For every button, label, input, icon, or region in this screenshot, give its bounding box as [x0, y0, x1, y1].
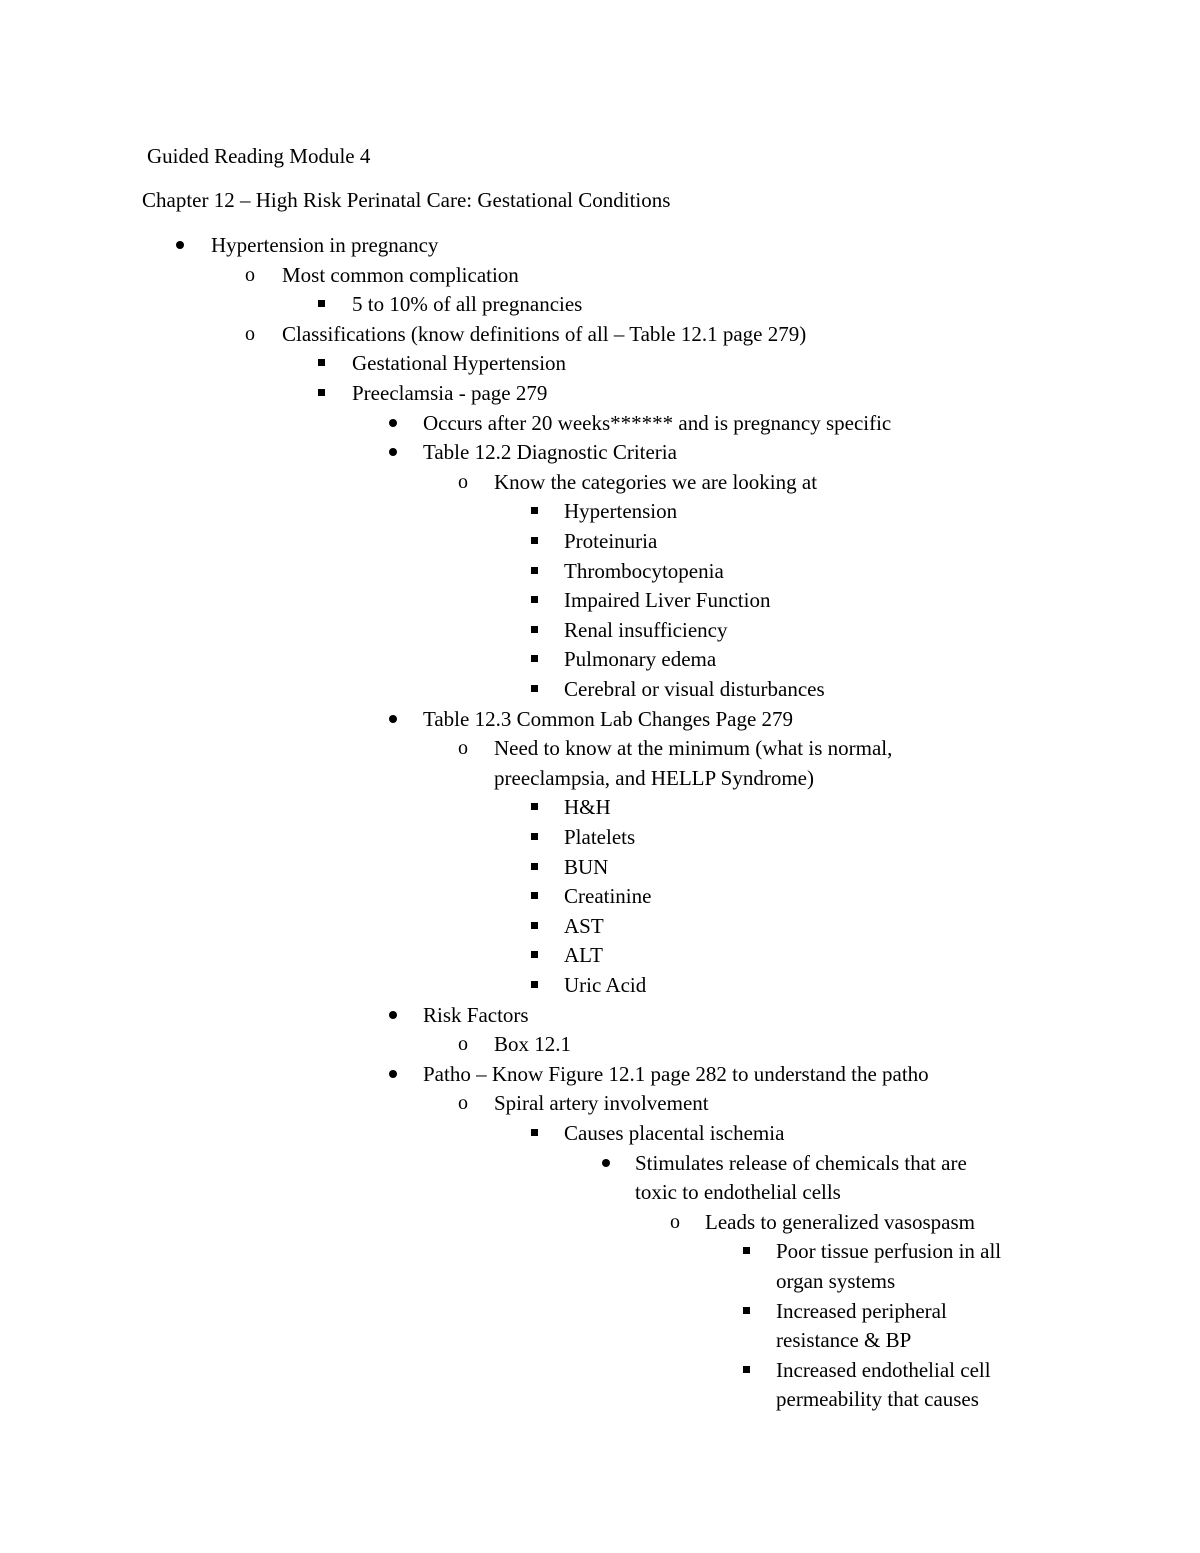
outline-item-text: Platelets [564, 825, 636, 849]
outline-item-text: organ systems [776, 1269, 896, 1293]
outline-item-text: Cerebral or visual disturbances [564, 677, 825, 701]
outline-item-text: Need to know at the minimum (what is normal, [494, 736, 893, 760]
outline-item-text: Patho – Know Figure 12.1 page 282 to understand the patho [423, 1062, 929, 1086]
outline-item-text: permeability that causes [776, 1387, 979, 1411]
outline-item-text: Gestational Hypertension [352, 351, 567, 375]
outline-item-text: Preeclamsia - page 279 [352, 381, 548, 405]
outline-item-text: Hypertension [564, 499, 678, 523]
outline-item-text: Leads to generalized vasospasm [705, 1210, 975, 1234]
outline-item-text: Creatinine [564, 884, 652, 908]
outline-item-text: Renal insufficiency [564, 618, 728, 642]
outline-item-text: Causes placental ischemia [564, 1121, 785, 1145]
outline-item-text: Increased peripheral [776, 1299, 947, 1323]
outline-item-text: Occurs after 20 weeks****** and is pregnancy specific [423, 411, 892, 435]
outline-item-text: Table 12.3 Common Lab Changes Page 279 [423, 707, 794, 731]
outline-item-text: BUN [564, 855, 609, 879]
chapter-title: Chapter 12 – High Risk Perinatal Care: Gestational Conditions [142, 188, 671, 212]
outline-item-text: Hypertension in pregnancy [211, 233, 439, 257]
outline-item-text: Thrombocytopenia [564, 559, 724, 583]
document-title: Guided Reading Module 4 [147, 144, 371, 168]
outline-item-text: Proteinuria [564, 529, 658, 553]
outline-item-text: Spiral artery involvement [494, 1091, 709, 1115]
outline-item-text: Poor tissue perfusion in all [776, 1239, 1002, 1263]
outline-item-text: H&H [564, 795, 611, 819]
outline-item-text: Pulmonary edema [564, 647, 717, 671]
outline-item-text: Most common complication [282, 263, 519, 287]
outline-item-text: Know the categories we are looking at [494, 470, 818, 494]
document-page: Guided Reading Module 4 Chapter 12 – High Risk Perinatal Care: Gestational Conditions Hypertension in pregnancy o Most common complication 5 to 10% of all pregnancies o Classifications (know definitions of all – Table 12.1 page 279) Gestational Hypertension Preeclamsia - page 279 Occurs after 20 weeks****** and is pregnancy specific Table 12.2 Diagnostic Criteria o Know the categories we are looking at Hypertension Proteinuria Thrombocytopenia Impaired Liver Function Renal insufficiency Pulmonary edema Cerebral or visual disturbances Table 12.3 Common Lab Changes Page 279 o Need to know at the minimum (what is normal, preeclampsia, and HELLP Syndrome) H&H Platelets BUN Creatinine AST ALT Uric Acid Risk Factors o Box 12.1 Patho – Know Figure 12.1 page 282 to understand the patho o Spiral artery involvement Causes placental ischemia Stimulates release of chemicals that are toxic to endothelial cells o Leads to generalized vasospasm Poor tissue perfusion in all organ systems Increased peripheral resistance & BP Increased endothelial cell permeability that causes [0, 0, 1200, 1553]
outline-item-text: Box 12.1 [494, 1032, 572, 1056]
outline-item-text: preeclampsia, and HELLP Syndrome) [494, 766, 814, 790]
outline-item-text: Uric Acid [564, 973, 647, 997]
outline-item-text: Increased endothelial cell [776, 1358, 991, 1382]
outline-item-text: Classifications (know definitions of all – Table 12.1 page 279) [282, 322, 807, 346]
outline-item-text: toxic to endothelial cells [635, 1180, 841, 1204]
outline-item-text: resistance & BP [776, 1328, 912, 1352]
outline-item-text: Table 12.2 Diagnostic Criteria [423, 440, 677, 464]
outline-item-text: Stimulates release of chemicals that are [635, 1151, 967, 1175]
outline-item-text: Impaired Liver Function [564, 588, 771, 612]
outline-item-text: AST [564, 914, 604, 938]
outline-item-text: 5 to 10% of all pregnancies [352, 292, 583, 316]
outline-item-text: ALT [564, 943, 603, 967]
outline-item-text: Risk Factors [423, 1003, 529, 1027]
